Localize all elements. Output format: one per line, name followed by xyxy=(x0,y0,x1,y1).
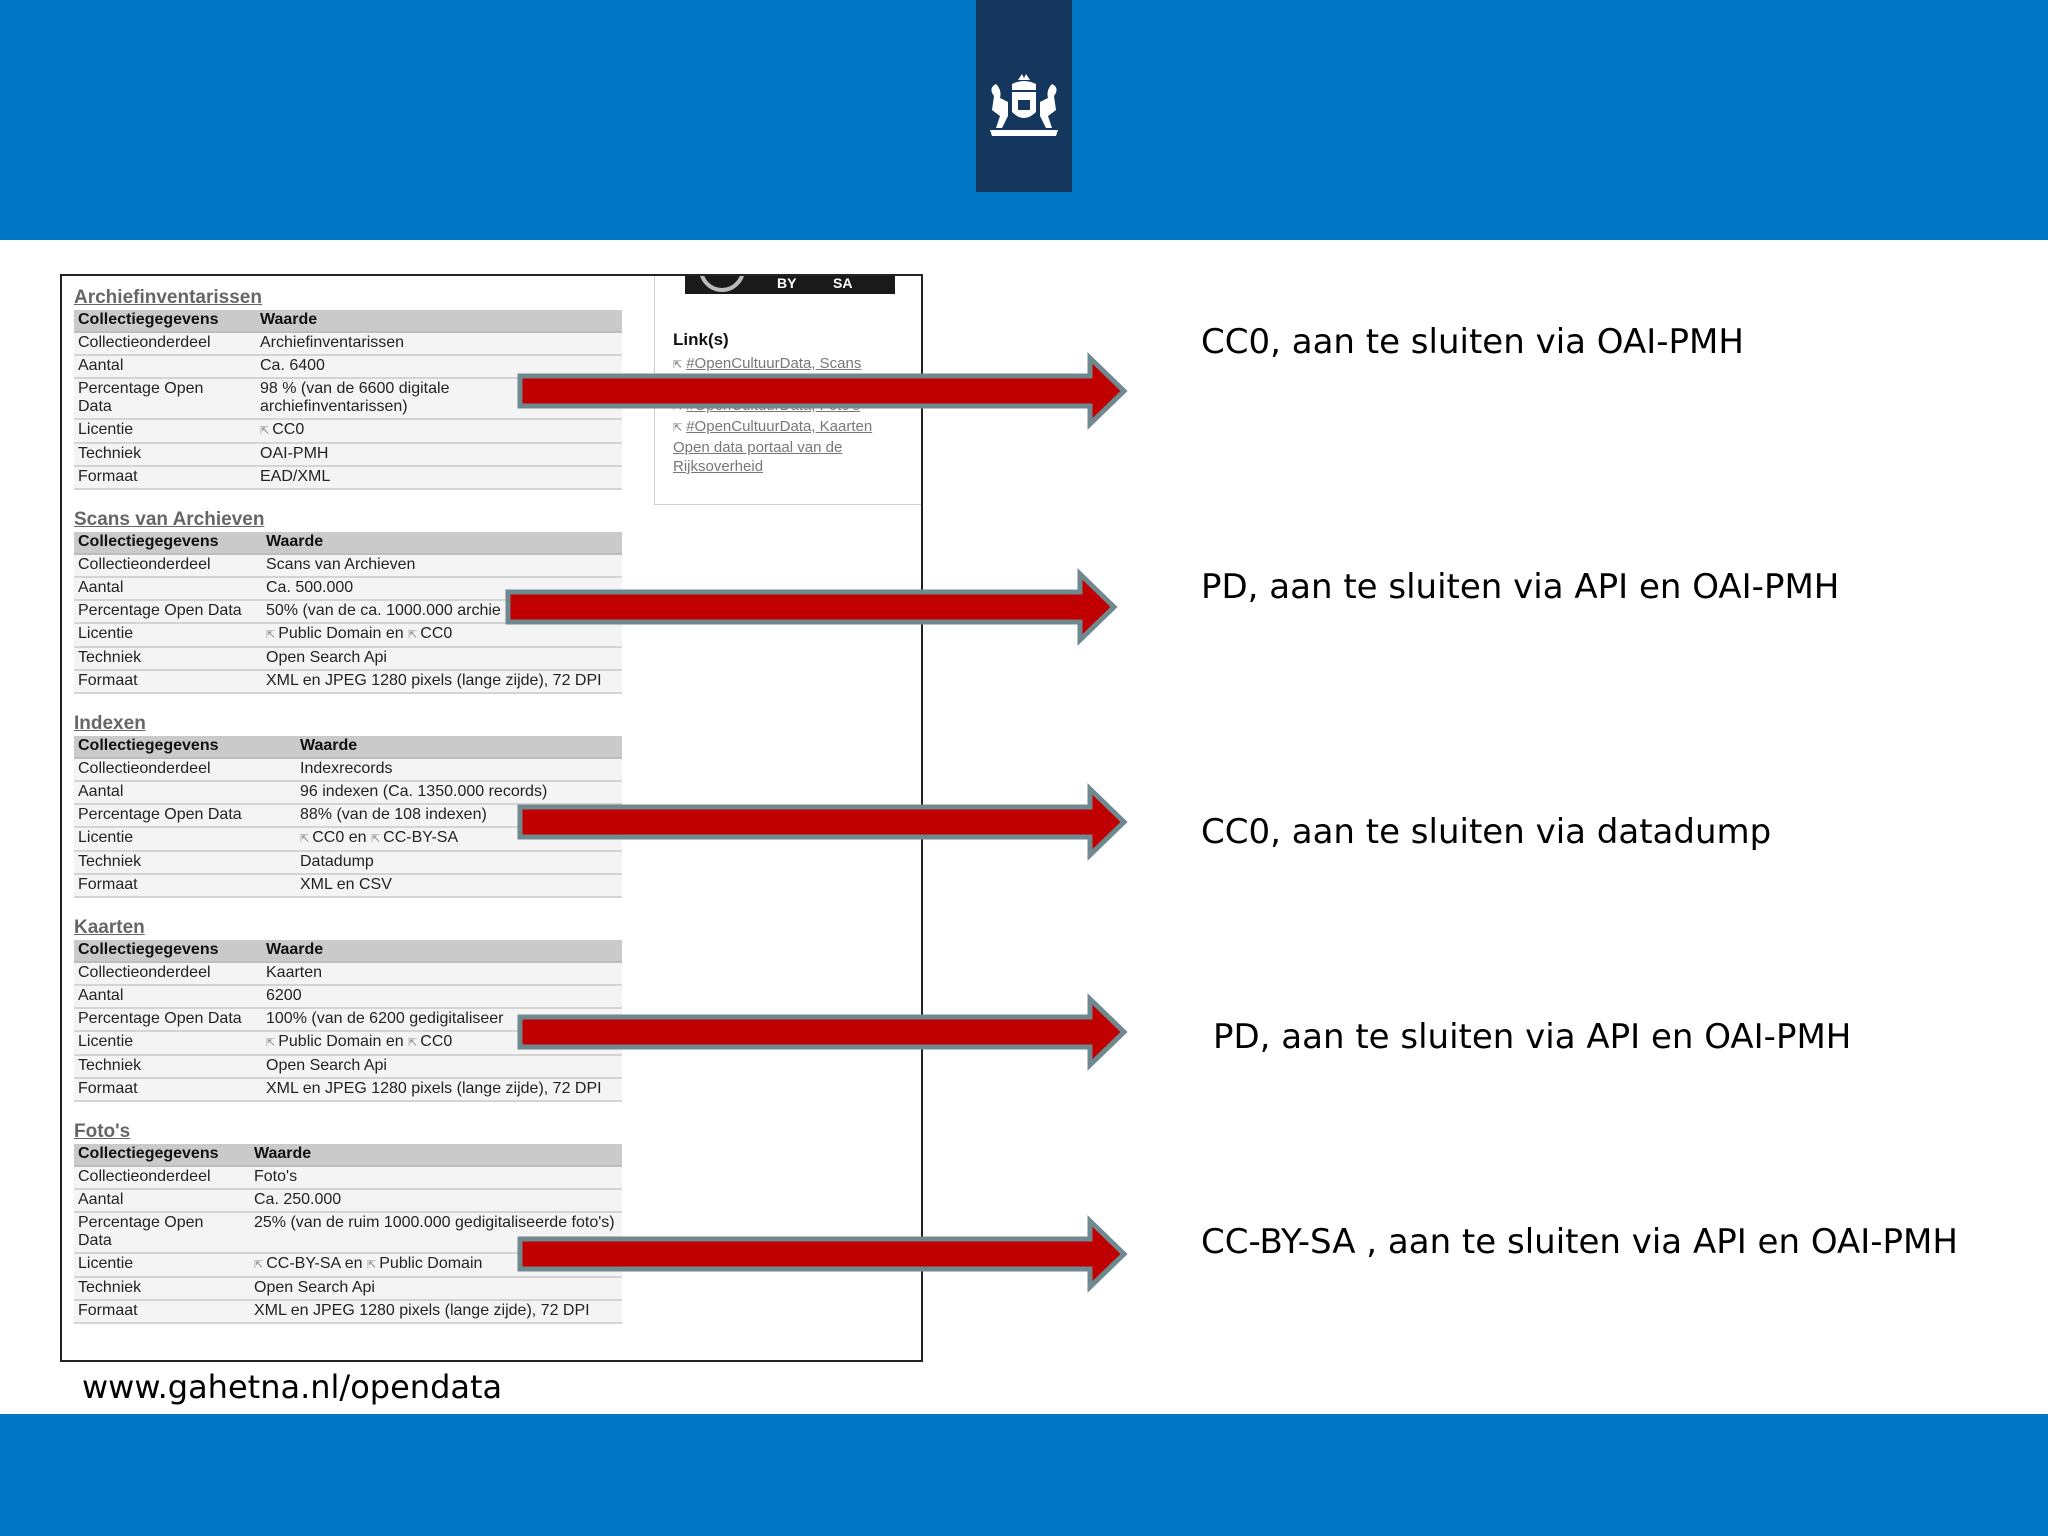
table-row: Aantal 6200 xyxy=(74,985,622,1008)
table-row: Percentage Open Data 98 % (van de 6600 digitale archiefinventarissen) xyxy=(74,378,622,419)
license-link[interactable]: CC0 xyxy=(272,421,305,438)
license-link[interactable]: Public Domain xyxy=(278,1033,382,1050)
table-header-row: Collectiegegevens Waarde xyxy=(74,1144,622,1166)
table-row: Collectieonderdeel Archiefinventarissen xyxy=(74,332,622,355)
license-link[interactable]: CC0 xyxy=(312,829,345,846)
badge-sa-label: SA xyxy=(833,275,853,291)
external-link-icon: ⇱ xyxy=(367,1259,377,1271)
caption-3: CC0, aan te sluiten via datadump xyxy=(1201,812,1772,852)
arrow-2 xyxy=(508,574,1114,640)
caption-2: PD, aan te sluiten via API en OAI-PMH xyxy=(1201,567,1840,607)
table-header-row: Collectiegegevens Waarde xyxy=(74,532,622,554)
caption-1: CC0, aan te sluiten via OAI-PMH xyxy=(1201,322,1744,362)
table-row: Percentage Open Data 25% (van de ruim 1000.000 gedigitaliseerde foto's) xyxy=(74,1212,622,1253)
table-header-row: Collectiegegevens Waarde xyxy=(74,940,622,962)
table-row: Collectieonderdeel Scans van Archieven xyxy=(74,554,622,577)
external-link-icon: ⇱ xyxy=(673,422,683,434)
license-link[interactable]: CC-BY-SA xyxy=(383,829,459,846)
link-scans[interactable]: ⇱ #OpenCultuurData, Scans xyxy=(673,354,913,375)
section-title[interactable]: Foto's xyxy=(74,1121,131,1142)
table-row: Techniek Open Search Api xyxy=(74,1277,622,1300)
arrow-4 xyxy=(520,999,1124,1065)
table-row: Formaat XML en JPEG 1280 pixels (lange zijde), 72 DPI xyxy=(74,670,622,693)
external-link-icon: ⇱ xyxy=(300,833,310,845)
external-link-icon: ⇱ xyxy=(266,629,276,641)
table-row: Formaat EAD/XML xyxy=(74,466,622,489)
external-link-icon: ⇱ xyxy=(266,1037,276,1049)
link-portaal-line2[interactable]: Rijksoverheid xyxy=(673,458,764,475)
external-link-icon: ⇱ xyxy=(408,629,418,641)
external-link-icon: ⇱ xyxy=(254,1259,264,1271)
table-row: Percentage Open Data 100% (van de 6200 gedigitaliseer xyxy=(74,1008,622,1031)
section-title[interactable]: Scans van Archieven xyxy=(74,509,265,530)
table-row: Techniek Datadump xyxy=(74,851,622,874)
table-header-row: Collectiegegevens Waarde xyxy=(74,310,622,332)
table-header-row: Collectiegegevens Waarde xyxy=(74,736,622,758)
external-link-icon: ⇱ xyxy=(673,359,683,371)
section-title[interactable]: Archiefinventarissen xyxy=(74,287,262,308)
table-row: Percentage Open Data 50% (van de ca. 1000.000 archie xyxy=(74,600,622,623)
table-row: Collectieonderdeel Foto's xyxy=(74,1166,622,1189)
table-row: Licentie ⇱ CC-BY-SA en ⇱ Public Domain xyxy=(74,1253,622,1277)
table-row: Licentie ⇱ Public Domain en ⇱ CC0 xyxy=(74,1031,622,1055)
table-row: Licentie ⇱ CC0 en ⇱ CC-BY-SA xyxy=(74,827,622,851)
arrow-5 xyxy=(520,1221,1124,1287)
external-link-icon: ⇱ xyxy=(370,833,381,845)
table-row: Collectieonderdeel Indexrecords xyxy=(74,758,622,781)
caption-5: CC-BY-SA , aan te sluiten via API en OAI-PMH xyxy=(1201,1222,1958,1262)
table-row: Licentie ⇱ Public Domain en ⇱ CC0 xyxy=(74,623,622,647)
section-title[interactable]: Kaarten xyxy=(74,917,145,938)
table-row: Formaat XML en JPEG 1280 pixels (lange zijde), 72 DPI xyxy=(74,1300,622,1323)
table-row: Techniek OAI-PMH xyxy=(74,443,622,466)
table-row: Aantal Ca. 500.000 xyxy=(74,577,622,600)
source-url[interactable]: www.gahetna.nl/opendata xyxy=(82,1368,503,1406)
table-row: Percentage Open Data 88% (van de 108 indexen) xyxy=(74,804,622,827)
link-portaal-line1[interactable]: Open data portaal van de xyxy=(673,439,843,456)
license-link[interactable]: CC-BY-SA xyxy=(266,1255,341,1272)
table-row: Collectieonderdeel Kaarten xyxy=(74,962,622,985)
table-row: Formaat XML en CSV xyxy=(74,874,622,897)
table-row: Aantal Ca. 250.000 xyxy=(74,1189,622,1212)
arrow-3 xyxy=(520,789,1124,855)
caption-4: PD, aan te sluiten via API en OAI-PMH xyxy=(1213,1017,1852,1057)
section-title[interactable]: Indexen xyxy=(74,713,146,734)
table-row: Techniek Open Search Api xyxy=(74,647,622,670)
arrow-1 xyxy=(520,358,1124,424)
table-row: Techniek Open Search Api xyxy=(74,1055,622,1078)
link-kaarten[interactable]: ⇱ #OpenCultuurData, Kaarten xyxy=(673,417,913,438)
links-title: Link(s) xyxy=(673,330,729,349)
table-row: Licentie ⇱ CC0 xyxy=(74,419,622,443)
external-link-icon: ⇱ xyxy=(260,425,270,437)
license-link[interactable]: CC0 xyxy=(420,1033,453,1050)
license-link[interactable]: CC0 xyxy=(420,625,453,642)
license-link[interactable]: Public Domain xyxy=(379,1255,483,1272)
table-row: Formaat XML en JPEG 1280 pixels (lange zijde), 72 DPI xyxy=(74,1078,622,1101)
badge-by-label: BY xyxy=(777,275,797,291)
license-link[interactable]: Public Domain xyxy=(278,625,382,642)
table-row: Aantal 96 indexen (Ca. 1350.000 records) xyxy=(74,781,622,804)
table-row: Aantal Ca. 6400 xyxy=(74,355,622,378)
external-link-icon: ⇱ xyxy=(408,1037,418,1049)
